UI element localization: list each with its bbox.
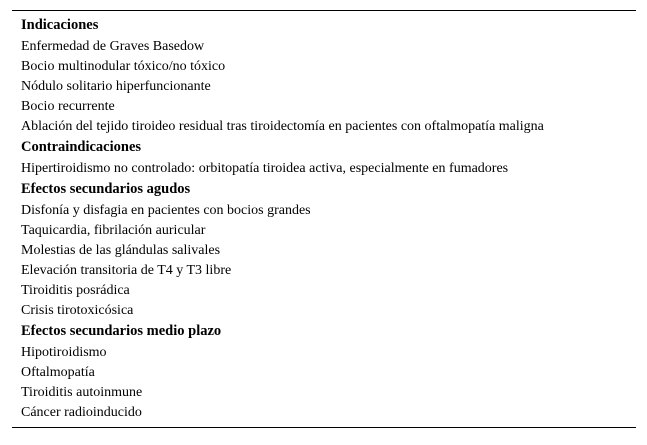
section-title-indicaciones: Indicaciones xyxy=(21,17,99,33)
table-row: Hipotiroidismo xyxy=(21,345,107,360)
table-row: Elevación transitoria de T4 y T3 libre xyxy=(21,263,232,278)
table-row: Cáncer radioinducido xyxy=(21,405,142,420)
table-row: Oftalmopatía xyxy=(21,365,95,380)
table-row: Taquicardia, fibrilación auricular xyxy=(21,223,206,238)
table-row: Tiroiditis posrádica xyxy=(21,283,130,298)
treatment-table xyxy=(12,10,636,428)
table-row: Ablación del tejido tiroideo residual tras tiroidectomía en pacientes con oftalmopatía maligna xyxy=(21,119,544,134)
table-row: Molestias de las glándulas salivales xyxy=(21,243,221,258)
table-row: Hipertiroidismo no controlado: orbitopatía tiroidea activa, especialmente en fumadores xyxy=(21,161,509,176)
table-row: Enfermedad de Graves Basedow xyxy=(21,39,205,54)
table-row: Bocio recurrente xyxy=(21,99,115,114)
section-title-contraindicaciones: Contraindicaciones xyxy=(21,139,142,155)
table-row: Bocio multinodular tóxico/no tóxico xyxy=(21,59,226,74)
section-title-efectos-agudos: Efectos secundarios agudos xyxy=(21,181,191,197)
table-row: Nódulo solitario hiperfuncionante xyxy=(21,79,211,94)
table-row: Crisis tirotoxicósica xyxy=(21,303,134,318)
section-title-efectos-medio-plazo: Efectos secundarios medio plazo xyxy=(21,323,222,339)
table-row: Disfonía y disfagia en pacientes con bocios grandes xyxy=(21,203,311,218)
table-row: Tiroiditis autoinmune xyxy=(21,385,143,400)
